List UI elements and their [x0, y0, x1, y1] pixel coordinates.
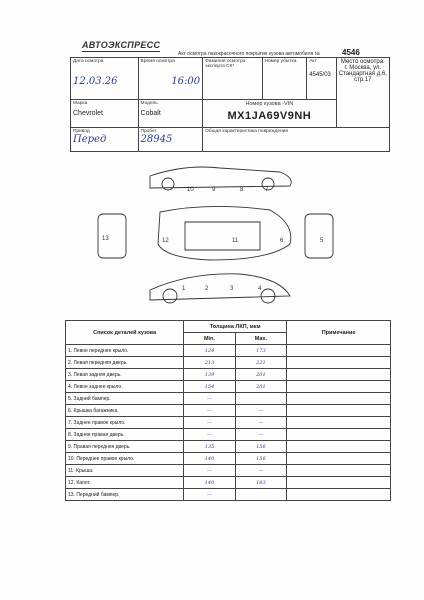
- table-row: [66, 417, 391, 429]
- vin-value: MX1JA69V9NH: [227, 110, 312, 122]
- parts-row-name: 10. Переднее правое крыло.: [66, 453, 184, 465]
- parts-row-max: 201: [235, 369, 286, 381]
- time-value: 16:00: [171, 76, 201, 87]
- parts-row-name: 11. Крыша.: [66, 465, 184, 477]
- parts-row-name: 4. Левое заднее крыло.: [66, 381, 184, 393]
- parts-row-note: [287, 441, 391, 453]
- table-row: [66, 441, 391, 453]
- diagram-label: 12: [162, 238, 169, 244]
- parts-row-min: —: [184, 465, 235, 477]
- wheel-icon: [163, 289, 177, 303]
- parts-row-min: —: [184, 489, 235, 501]
- diagram-label: 13: [102, 236, 109, 242]
- model-label: Модель: [140, 101, 158, 106]
- parts-header-min: Min.: [184, 333, 235, 345]
- parts-row-max: —: [235, 405, 286, 417]
- date-label: Дата осмотра: [73, 59, 104, 64]
- parts-row-note: [287, 417, 391, 429]
- car-side-bottom-outline: [150, 274, 290, 300]
- car-rear-outline: [305, 214, 333, 258]
- parts-row-note: [287, 357, 391, 369]
- parts-row-name: 7. Заднее правое крыло.: [66, 417, 184, 429]
- table-row: [66, 477, 391, 489]
- parts-row-min: 154: [184, 381, 235, 393]
- diagram-label: 7: [265, 187, 269, 193]
- table-row: [66, 489, 391, 501]
- date-value: 12.03.26: [73, 76, 118, 87]
- table-row: [66, 357, 391, 369]
- parts-header-name: Список деталей кузова: [66, 321, 184, 345]
- table-row: [66, 393, 391, 405]
- vin-label: Номер кузова -VIN: [245, 101, 294, 107]
- parts-row-name: 13. Передний бампер.: [66, 489, 184, 501]
- diagram-label: 1: [182, 286, 186, 292]
- parts-row-name: 3. Левая задняя дверь.: [66, 369, 184, 381]
- parts-row-min: —: [184, 429, 235, 441]
- logo: АВТОЭКСПРЕСС: [82, 40, 161, 50]
- parts-row-note: [287, 405, 391, 417]
- parts-row-max: 156: [235, 453, 286, 465]
- parts-row-min: 213: [184, 357, 235, 369]
- parts-row-name: 5. Задний бампер.: [66, 393, 184, 405]
- parts-row-note: [287, 393, 391, 405]
- diagram-label: 11: [232, 238, 239, 244]
- parts-row-max: 201: [235, 381, 286, 393]
- general-label: Общая характеристика повреждения: [205, 129, 288, 134]
- car-roof-outline: [185, 222, 260, 250]
- ubytok-label: Номер убытка: [264, 59, 297, 64]
- parts-row-max: 156: [235, 441, 286, 453]
- place-value: г. Москва, ул. Стандартная д.6, стр.17: [338, 65, 387, 83]
- diagram-label: 5: [320, 238, 324, 244]
- mileage-label: Пробег: [140, 129, 157, 134]
- parts-header-note: Примечание: [287, 321, 391, 345]
- parts-row-note: [287, 345, 391, 357]
- parts-row-name: 12. Капот.: [66, 477, 184, 489]
- act-number: 4546: [342, 48, 360, 57]
- parts-row-name: 2. Левая передняя дверь.: [66, 357, 184, 369]
- parts-row-max: —: [235, 417, 286, 429]
- info-table: [70, 57, 390, 152]
- diagram-label: 10: [187, 187, 194, 193]
- parts-row-max: —: [235, 429, 286, 441]
- parts-header-max: Max.: [235, 333, 286, 345]
- diagram-label: 3: [230, 286, 234, 292]
- time-label: Время осмотра: [140, 59, 175, 64]
- parts-row-min: 135: [184, 441, 235, 453]
- act-value: 4545/03: [309, 72, 331, 78]
- parts-row-name: 9. Правая передняя дверь.: [66, 441, 184, 453]
- parts-row-max: 173: [235, 345, 286, 357]
- table-row: [66, 465, 391, 477]
- parts-row-max: 221: [235, 357, 286, 369]
- make-label: Марка: [73, 101, 88, 106]
- parts-row-min: —: [184, 393, 235, 405]
- place-label: Место осмотра:: [340, 59, 385, 65]
- wheel-icon: [162, 178, 174, 190]
- model-value: Cobalt: [140, 110, 161, 117]
- parts-row-max: 183: [235, 477, 286, 489]
- table-row: [66, 369, 391, 381]
- parts-row-min: 140: [184, 453, 235, 465]
- parts-row-max: [235, 393, 286, 405]
- diagram-label: 9: [212, 187, 216, 193]
- diagram-label: 6: [280, 238, 284, 244]
- parts-table: [65, 320, 391, 501]
- parts-row-note: [287, 429, 391, 441]
- table-row: [66, 345, 391, 357]
- parts-row-name: 1. Левое переднее крыло.: [66, 345, 184, 357]
- parts-row-min: —: [184, 417, 235, 429]
- parts-row-note: [287, 489, 391, 501]
- drive-value: Перед: [73, 134, 107, 145]
- diagram-label: 2: [205, 286, 209, 292]
- parts-row-name: 6. Крышка багажника.: [66, 405, 184, 417]
- parts-row-note: [287, 465, 391, 477]
- parts-header-thickness: Толщина ЛКП, мкм: [184, 321, 287, 333]
- parts-row-min: 139: [184, 369, 235, 381]
- car-side-top-outline: [150, 167, 291, 188]
- parts-row-min: 124: [184, 345, 235, 357]
- diagram-label: 8: [240, 187, 244, 193]
- parts-row-note: [287, 453, 391, 465]
- wheel-icon: [261, 289, 275, 303]
- drive-label: Привод: [73, 129, 90, 134]
- parts-row-note: [287, 369, 391, 381]
- act-title: Акт осмотра лакокрасочного покрытия кузова автомобиля №: [178, 51, 320, 57]
- parts-row-name: 8. Задняя правая дверь.: [66, 429, 184, 441]
- mileage-value: 28945: [140, 134, 173, 145]
- act-label: Акт: [309, 59, 317, 64]
- make-value: Chevrolet: [73, 110, 103, 117]
- table-row: [66, 405, 391, 417]
- table-row: [66, 453, 391, 465]
- car-top-outline: [158, 206, 291, 260]
- parts-row-note: [287, 381, 391, 393]
- parts-row-min: 140: [184, 477, 235, 489]
- table-row: [66, 429, 391, 441]
- diagram-label: 4: [258, 286, 262, 292]
- car-diagram: [90, 162, 340, 322]
- inspector-label: Фамилия осмотра эксперта СК*: [205, 59, 246, 69]
- parts-row-min: —: [184, 405, 235, 417]
- parts-row-max: —: [235, 465, 286, 477]
- parts-row-note: [287, 477, 391, 489]
- parts-row-max: [235, 489, 286, 501]
- table-row: [66, 381, 391, 393]
